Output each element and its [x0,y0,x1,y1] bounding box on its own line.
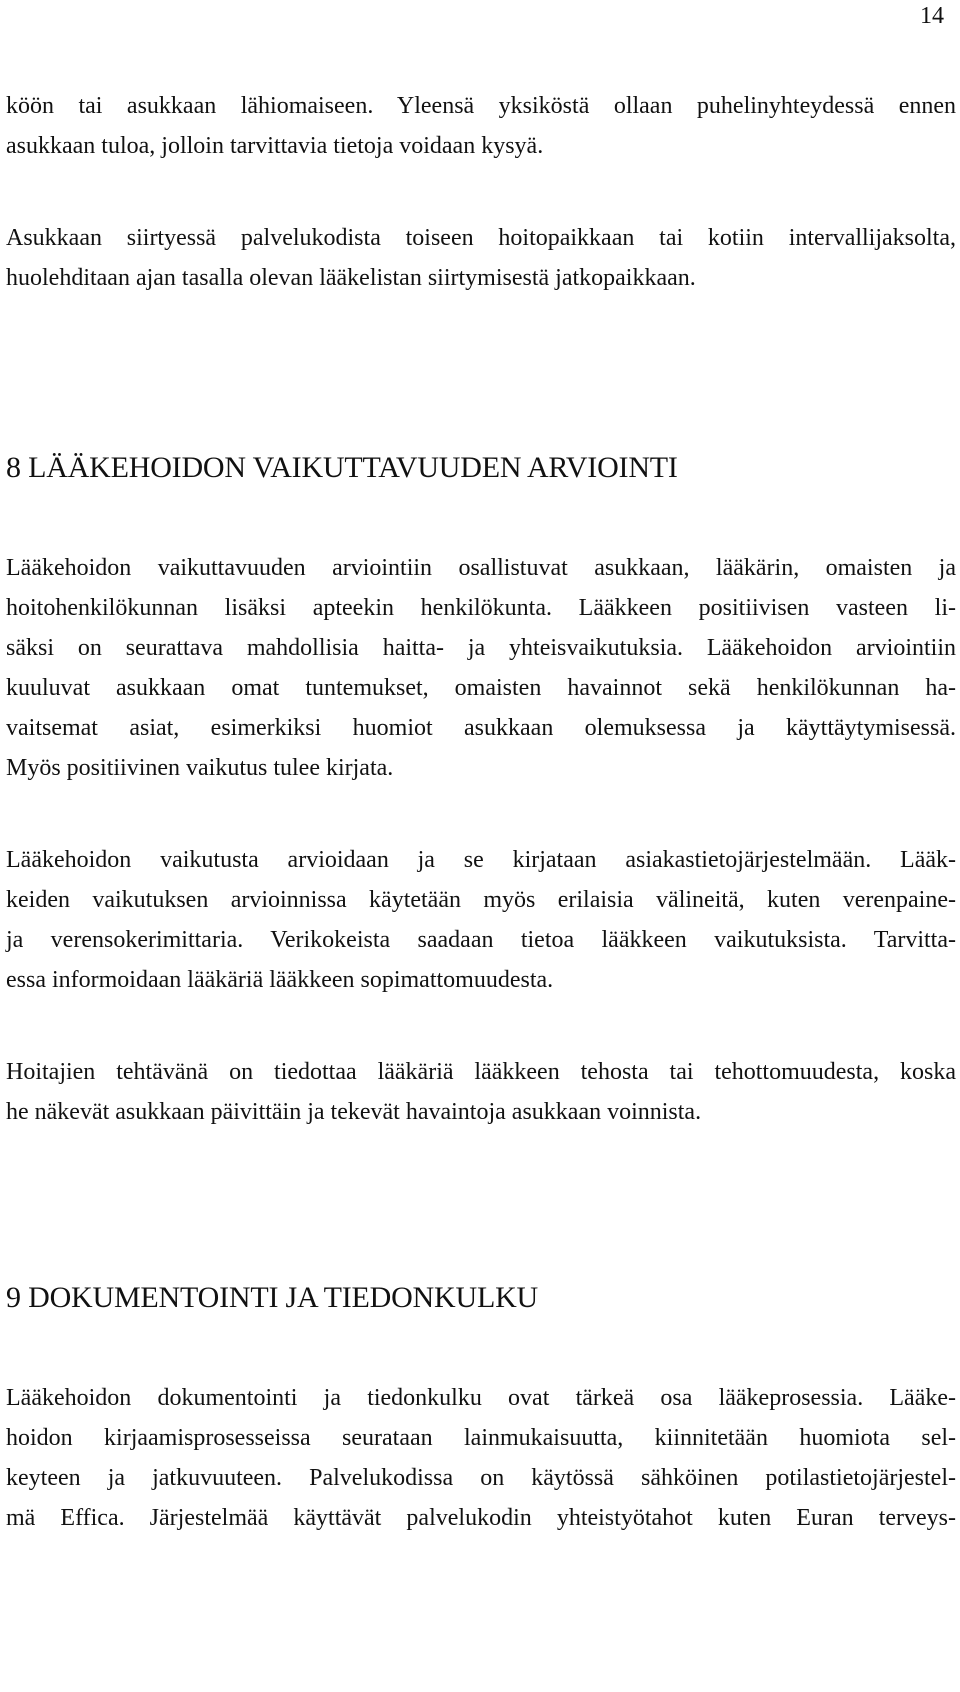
text-line: hoitohenkilökunnan lisäksi apteekin henkilökunta. Lääkkeen positiivisen vasteen li- [6,595,956,621]
intro-paragraph-2 [6,218,956,298]
text-line: mä Effica. Järjestelmää käyttävät palvelukodin yhteistyötahot kuten Euran terveys- [6,1505,956,1531]
page-number: 14 [920,3,944,29]
text-line: huolehditaan ajan tasalla olevan lääkelistan siirtymisestä jatkopaikkaan. [6,265,696,291]
text-line: kuuluvat asukkaan omat tuntemukset, omaisten havainnot sekä henkilökunnan ha- [6,675,956,701]
text-line: Hoitajien tehtävänä on tiedottaa lääkäriä lääkkeen tehosta tai tehottomuudesta, koska [6,1059,956,1085]
text-line: ja verensokerimittaria. Verikokeista saadaan tietoa lääkkeen vaikutuksista. Tarvitta- [6,927,956,953]
section-8-heading: 8 LÄÄKEHOIDON VAIKUTTAVUUDEN ARVIOINTI [6,451,678,484]
text-line: Lääkehoidon dokumentointi ja tiedonkulku ovat tärkeä osa lääkeprosessia. Lääke- [6,1385,956,1411]
text-line: keyteen ja jatkuvuuteen. Palvelukodissa on käytössä sähköinen potilastietojärjestel- [6,1465,956,1491]
text-line: Myös positiivinen vaikutus tulee kirjata. [6,755,394,781]
text-line: Asukkaan siirtyessä palvelukodista toiseen hoitopaikkaan tai kotiin intervallijaksolta, [6,225,956,251]
text-line: Lääkehoidon vaikutusta arvioidaan ja se kirjataan asiakastietojärjestelmään. Lääk- [6,847,956,873]
text-line: Lääkehoidon vaikuttavuuden arviointiin osallistuvat asukkaan, lääkärin, omaisten ja [6,555,956,581]
section-8-paragraph-1 [6,548,956,788]
text-line: köön tai asukkaan lähiomaiseen. Yleensä yksiköstä ollaan puhelinyhteydessä ennen [6,93,956,119]
text-line: säksi on seurattava mahdollisia haitta- ja yhteisvaikutuksia. Lääkehoidon arviointiin [6,635,956,661]
text-line: essa informoidaan lääkäriä lääkkeen sopimattomuudesta. [6,967,554,993]
text-line: asukkaan tuloa, jolloin tarvittavia tietoja voidaan kysyä. [6,133,544,159]
text-line: vaitsemat asiat, esimerkiksi huomiot asukkaan olemuksessa ja käyttäytymisessä. [6,715,956,741]
section-9-heading: 9 DOKUMENTOINTI JA TIEDONKULKU [6,1281,539,1314]
text-line: keiden vaikutuksen arvioinnissa käytetään myös erilaisia välineitä, kuten verenpaine- [6,887,956,913]
text-line: he näkevät asukkaan päivittäin ja tekevät havaintoja asukkaan voinnista. [6,1099,702,1125]
section-8-paragraph-3 [6,1052,956,1132]
section-9-paragraph-1 [6,1378,956,1538]
intro-paragraph-1 [6,86,956,166]
section-8-paragraph-2 [6,840,956,1000]
document-body [6,86,956,1538]
text-line: hoidon kirjaamisprosesseissa seurataan lainmukaisuutta, kiinnitetään huomiota sel- [6,1425,956,1451]
